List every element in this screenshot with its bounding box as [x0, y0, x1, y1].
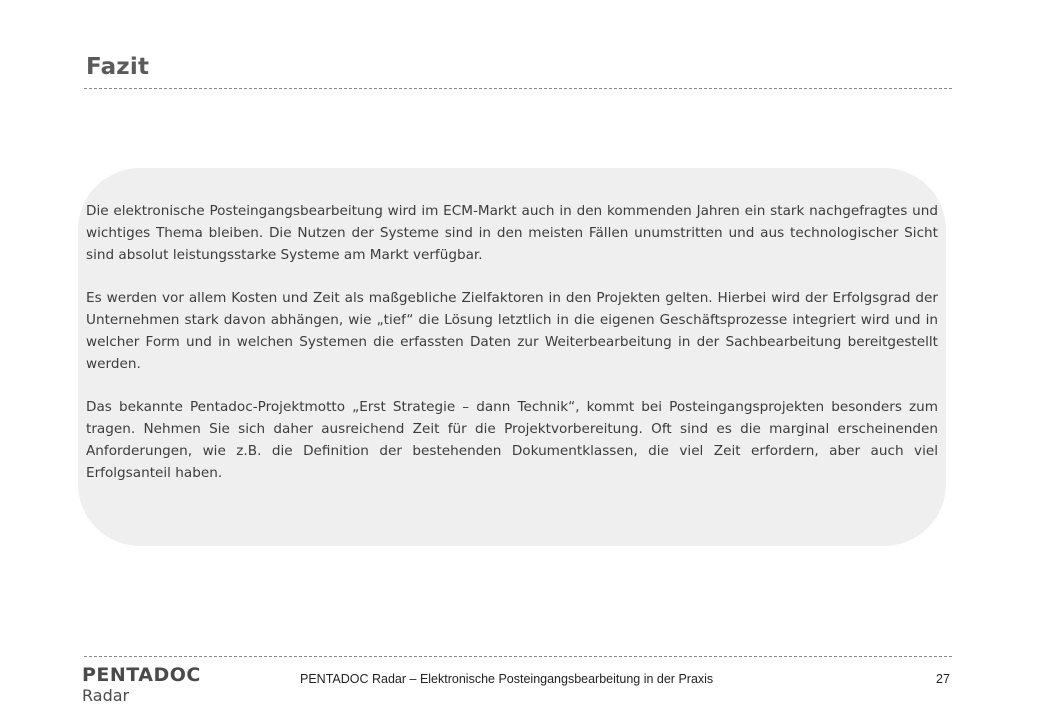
- footer-divider: [84, 656, 952, 657]
- paragraph-1: Die elektronische Posteingangsbearbeitung wird im ECM-Markt auch in den kommenden Jahren ein stark nachgefragtes und wichtiges Thema bleiben. Die Nutzen der Systeme sind in den meisten Fällen unumstritten und aus technologischer Sicht sind absolut leistungsstarke Systeme am Markt verfügbar.: [86, 203, 938, 263]
- logo-doc-text: DOC: [153, 664, 201, 686]
- conclusion-text-box: [78, 168, 946, 546]
- slide-title: Fazit: [86, 54, 150, 80]
- logo-subtitle: Radar: [82, 686, 130, 705]
- logo-penta-text: PENTA: [82, 664, 154, 686]
- footer-title: PENTADOC Radar – Elektronische Posteingangsbearbeitung in der Praxis: [300, 672, 714, 686]
- paragraph-2: Es werden vor allem Kosten und Zeit als maßgebliche Zielfaktoren in den Projekten gelten. Hierbei wird der Erfolgsgrad der Unternehmen stark davon abhängen, wie „tief“ die Lösung letztlich in die eigenen Geschäftsprozesse integriert wird und in welcher Form und in welchen Systemen die erfassten Daten zur Weiterbearbeitung in der Sachbearbeitung bereitgestellt werden.: [86, 290, 938, 372]
- logo-wordmark: [82, 664, 201, 686]
- page-number: 27: [936, 672, 950, 686]
- title-divider: [84, 88, 952, 89]
- pentadoc-radar-logo: [82, 664, 222, 710]
- paragraph-3: Das bekannte Pentadoc-Projektmotto „Erst Strategie – dann Technik“, kommt bei Posteingangsprojekten besonders zum tragen. Nehmen Sie sich daher ausreichend Zeit für die Projektvorbereitung. Oft sind es die marginal erscheinenden Anforderungen, wie z.B. die Definition der bestehenden Dokumentklassen, die viel Zeit erfordern, aber auch viel Erfolgsanteil haben.: [86, 399, 938, 481]
